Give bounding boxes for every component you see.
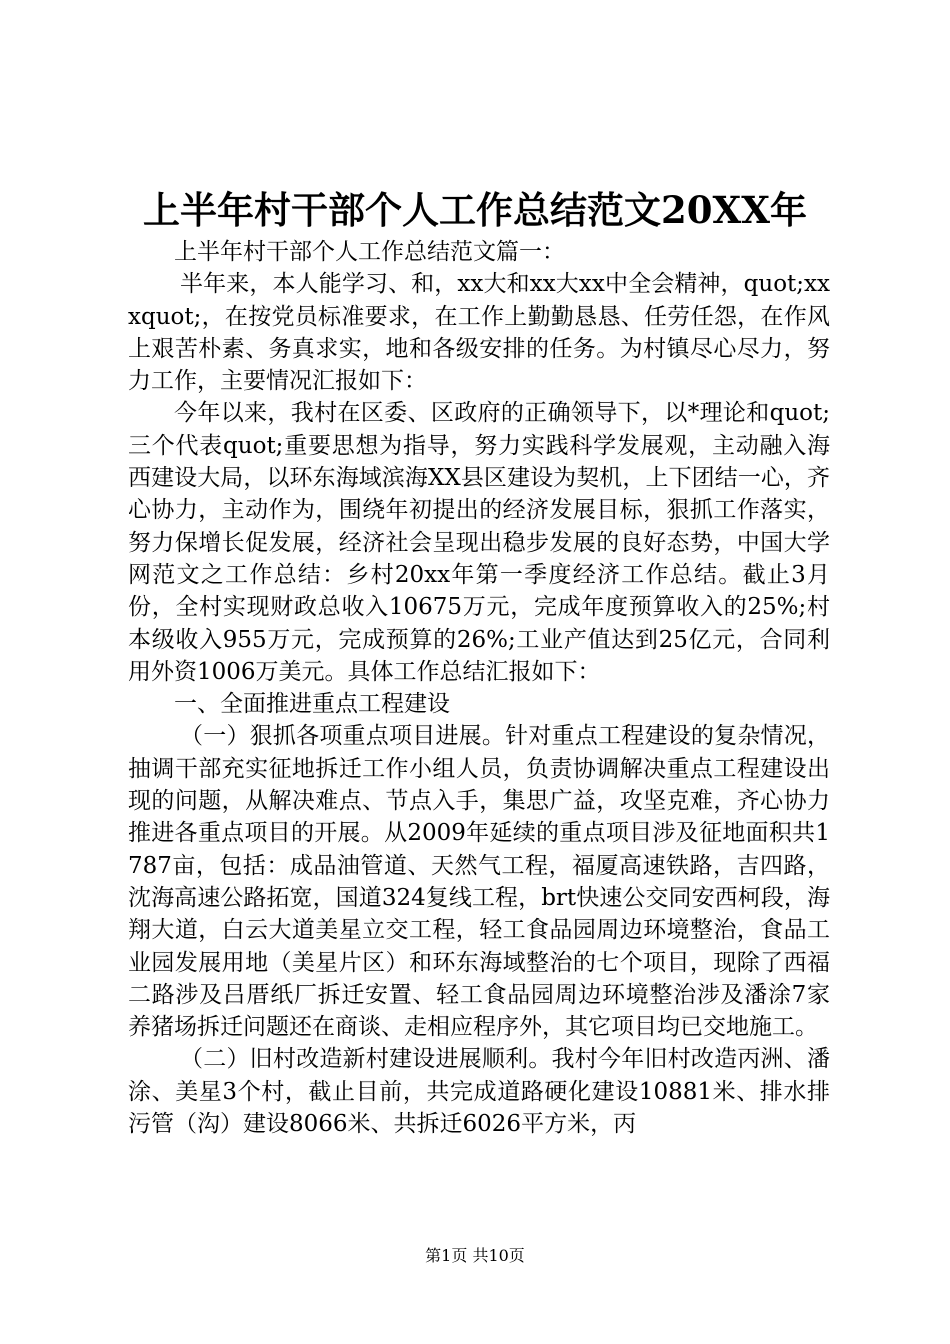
paragraph: 半年来，本人能学习、和，xx大和xx大xx中全会精神，quot;xxxquot;，在按党员标准要求，在工作上勤勤恳恳、任劳任怨，在作风上艰苦朴素、务真求实，地和各级安排的任务。为村镇尽心尽力，努力工作，主要情况汇报如下： [128, 271, 830, 395]
document-title: 上半年村干部个人工作总结范文20XX年 [143, 188, 807, 232]
paragraph: （二）旧村改造新村建设进展顺利。我村今年旧村改造丙洲、潘涂、美星3个村，截止目前，共完成道路硬化建设10881米、排水排污管（沟）建设8066米、共拆迁6026平方米，丙 [128, 1046, 830, 1138]
paragraph-intro: 上半年村干部个人工作总结范文篇一： [174, 239, 565, 265]
page-number: 第1页 共10页 [425, 1246, 525, 1265]
paragraph: （一）狠抓各项重点项目进展。针对重点工程建设的复杂情况，抽调干部充实征地拆迁工作小组人员，负责协调解决重点工程建设出现的问题，从解决难点、节点入手，集思广益，攻坚克难，齐心协力推进各重点项目的开展。从2009年延续的重点项目涉及征地面积共1787亩，包括：成品油管道、天然气工程，福厦高速铁路，吉四路，沈海高速公路拓宽，国道324复线工程，brt快速公交同安西柯段，海翔大道，白云大道美星立交工程，轻工食品园周边环境整治，食品工业园发展用地（美星片区）和环东海域整治的七个项目，现除了西福二路涉及吕厝纸厂拆迁安置、轻工食品园周边环境整治涉及潘涂7家养猪场拆迁问题还在商谈、走相应程序外，其它项目均已交地施工。 [128, 723, 830, 1041]
paragraph: 今年以来，我村在区委、区政府的正确领导下，以*理论和quot;三个代表quot;重要思想为指导，努力实践科学发展观，主动融入海西建设大局，以环东海域滨海XX县区建设为契机，上下团结一心，齐心协力，主动作为，围绕年初提出的经济发展目标，狠抓工作落实，努力保增长促发展，经济社会呈现出稳步发展的良好态势，中国大学网范文之工作总结：乡村20xx年第一季度经济工作总结。截止3月份，全村实现财政总收入10675万元，完成年度预算收入的25%;村本级收入955万元，完成预算的26%;工业产值达到25亿元，合同利用外资1006万美元。具体工作总结汇报如下： [128, 400, 830, 685]
section-heading: 一、全面推进重点工程建设 [174, 691, 450, 718]
document-body [128, 236, 830, 1140]
